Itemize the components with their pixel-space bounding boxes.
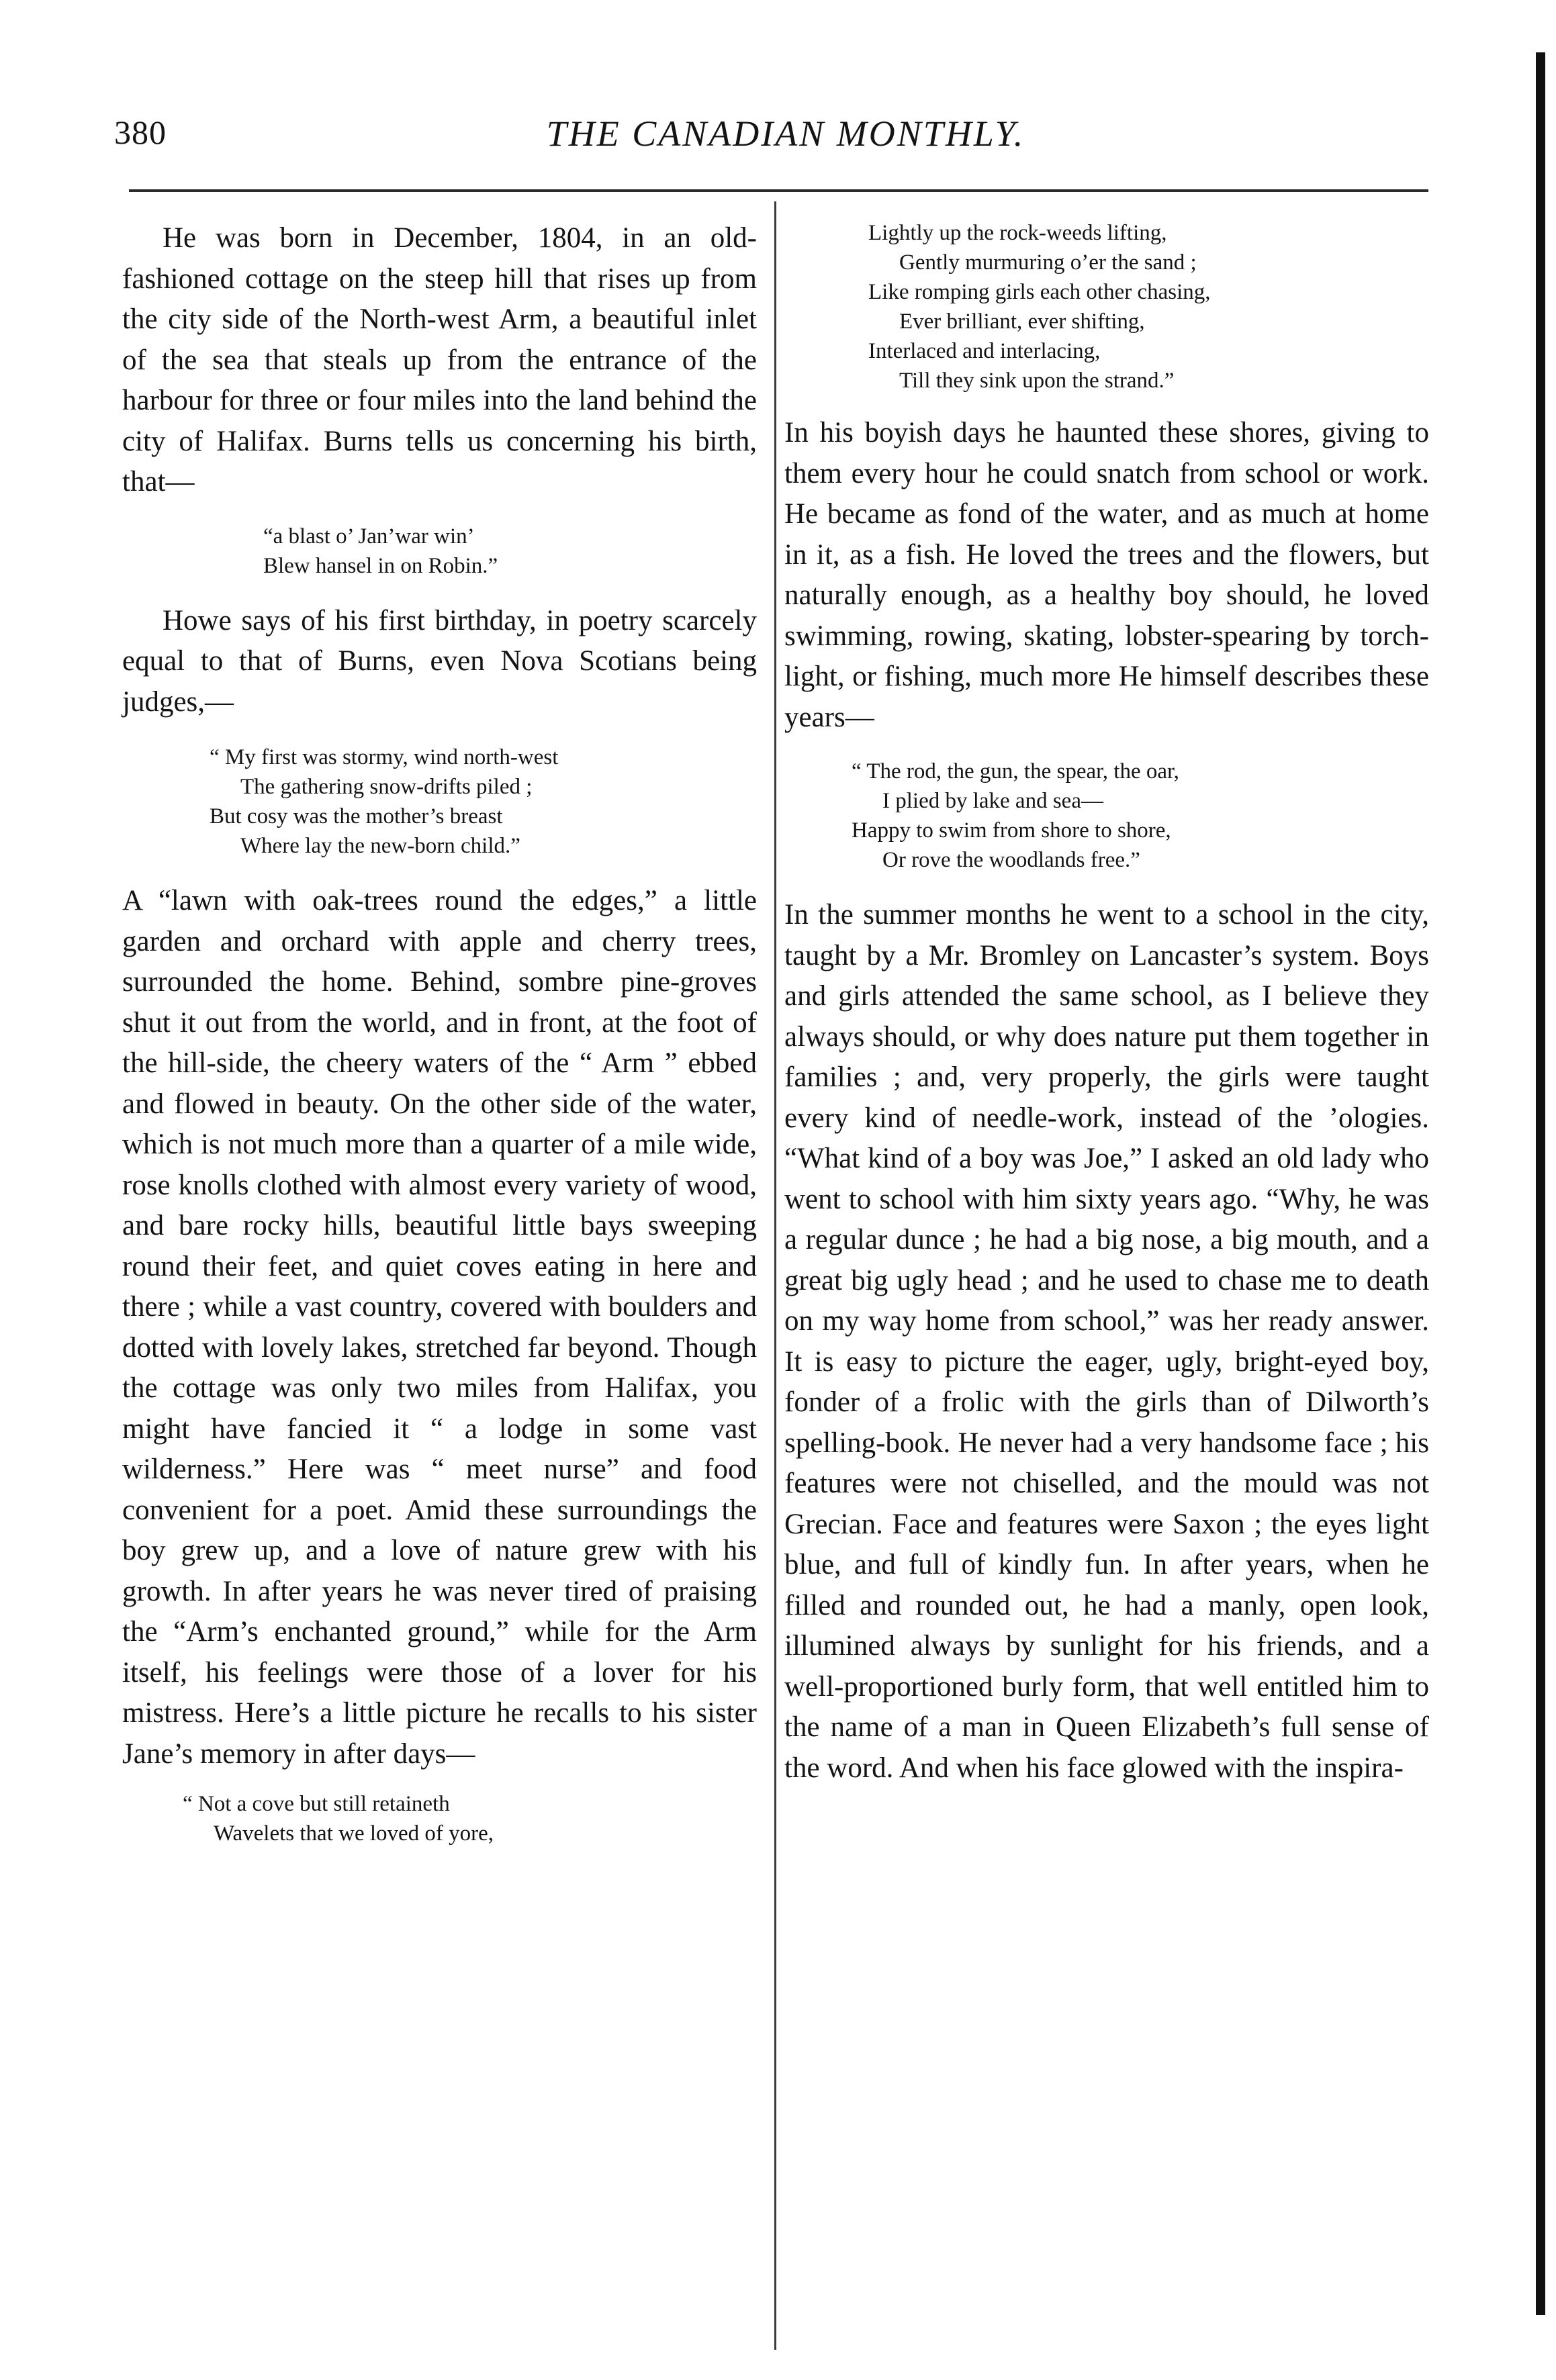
verse-first-stormy [210,743,757,861]
verse-line: Interlaced and interlacing, [868,339,1101,363]
verse-line: “ My first was stormy, wind north-west [210,745,559,769]
paragraph-school: In the summer months he went to a school in the city, taught by a Mr. Bromley on Lancaster’s system. Boys and girls attended the same school, as I believe they always should, or why does nature put them together in families ; and, very properly, the girls were taught every kind of needle-work, instead of the ’ologies. “What kind of a boy was Joe,” I asked an old lady who went to school with him sixty years ago. “Why, he was a regular dunce ; he had a big nose, a big mouth, and a great big ugly head ; and he used to chase me to death on my way home from school,” was her ready answer. It is easy to picture the eager, ugly, bright-eyed boy, fonder of a frolic with the girls than of Dilworth’s spelling-book. He never had a very handsome face ; his features were not chiselled, and the mould was not Grecian. Face and features were Saxon ; the eyes light blue, and full of kindly fun. In after years, when he filled and rounded out, he had a manly, open look, illumined always by sunlight for his friends, and a well-proportioned burly form, that well entitled him to the name of a man in Queen Elizabeth’s full sense of the word. And when his face glowed with the inspira- [784,899,1429,1784]
verse-line: Happy to swim from shore to shore, [852,818,1171,843]
verse-line: Where lay the new-born child.” [240,834,520,858]
verse-line: But cosy was the mother’s breast [210,804,503,828]
verse-line: The gathering snow-drifts piled ; [240,775,533,799]
verse-line: Or rove the woodlands free.” [882,848,1140,872]
verse-line: Till they sink upon the strand.” [899,369,1175,393]
verse-line: Wavelets that we loved of yore, [214,1821,494,1846]
column-divider [774,201,776,2350]
running-title: THE CANADIAN MONTHLY. [546,113,1025,154]
verse-line: Lightly up the rock-weeds lifting, [868,221,1167,245]
verse-line: Like romping girls each other chasing, [868,280,1211,304]
left-column [122,218,757,1848]
right-column [784,218,1429,1789]
verse-rod-gun [852,757,1429,875]
verse-line: Gently murmuring o’er the sand ; [899,250,1197,275]
verse-line: I plied by lake and sea— [882,789,1103,813]
verse-line: “a blast o’ Jan’war win’ [263,524,475,549]
page-number: 380 [114,113,167,151]
header-rule [129,189,1428,192]
paragraph-first-birthday: Howe says of his first birthday, in poetry scarcely equal to that of Burns, even Nova Scotians being judges,— [122,604,757,718]
verse-burns [263,522,757,581]
paragraph-home-surroundings: A “lawn with oak-trees round the edges,” a little garden and orchard with apple and cherry trees, surrounded the home. Behind, sombre pine-groves shut it out from the world, and in front, at the foot of the hill-side, the cheery waters of the “ Arm ” ebbed and flowed in beauty. On the other side of the water, which is not much more than a quarter of a mile wide, rose knolls clothed with almost every variety of wood, and bare rocky hills, beautiful little bays sweeping round their feet, and quiet coves eating in here and there ; while a vast country, covered with boulders and dotted with lovely lakes, stretched far beyond. Though the cottage was only two miles from Halifax, you might have fancied it “ a lodge in some vast wilderness.” Here was “ meet nurse” and food convenient for a poet. Amid these surroundings the boy grew up, and a love of nature grew with his growth. In after years he was never tired of praising the “Arm’s enchanted ground,” while for the Arm itself, his feelings were those of a lover for his mistress. Here’s a little picture he recalls to his sister Jane’s memory in after days— [122,885,757,1770]
verse-line: “ The rod, the gun, the spear, the oar, [852,759,1179,783]
verse-cove [183,1789,757,1848]
verse-line: Blew hansel in on Robin.” [263,553,498,578]
scan-edge-bar [1536,52,1545,2315]
verse-line: “ Not a cove but still retaineth [183,1792,450,1816]
paragraph-birth: He was born in December, 1804, in an old-fashioned cottage on the steep hill that rises up from the city side of the North-west Arm, a beautiful inlet of the sea that steals up from the entrance of the harbour for three or four miles into the land behind the city of Halifax. Burns tells us concerning his birth, that— [122,222,757,497]
paragraph-boyish-days: In his boyish days he haunted these shores, giving to them every hour he could snatch from school or work. He became as fond of the water, and as much at home in it, as a fish. He loved the trees and the flowers, but naturally enough, as a healthy boy should, he loved swimming, rowing, skating, lobster-spearing by torch-light, or fishing, much more He himself describes these years— [784,417,1429,733]
verse-line: Ever brilliant, ever shifting, [899,310,1145,334]
verse-rock-weeds [868,218,1429,395]
